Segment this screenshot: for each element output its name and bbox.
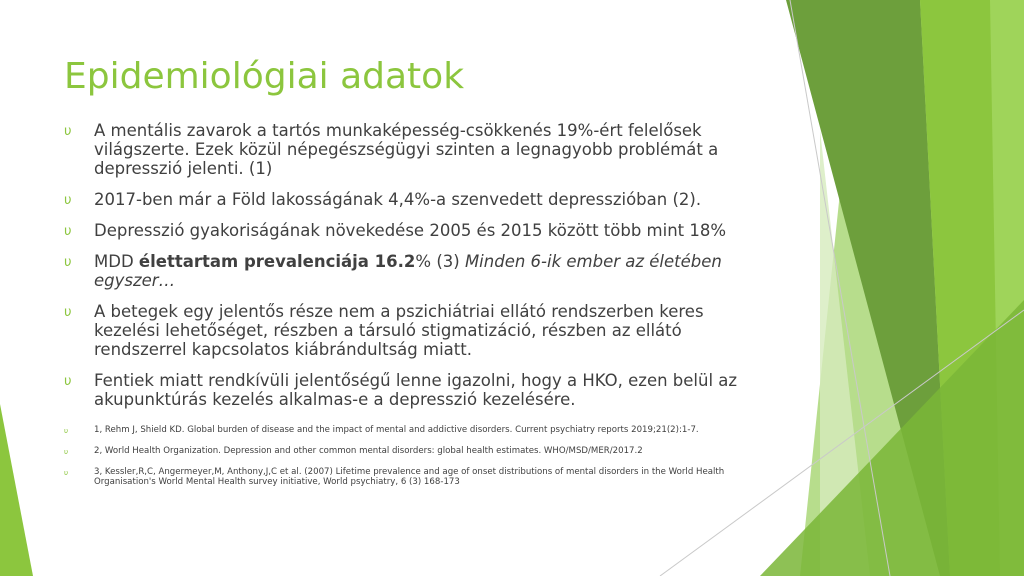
reference-text: 2, World Health Organization. Depression and other common mental disorders: global health estimates. WHO/MSD/MER/2017.2 (94, 446, 643, 456)
bullet-icon: υ (64, 193, 72, 208)
bullet-list (64, 121, 764, 498)
bullet-text: Fentiek miatt rendkívüli jelentőségű lenne igazolni, hogy a HKO, ezen belül az akupunktúrás kezelés alkalmas-e a depresszió kezelésére. (94, 371, 738, 409)
bullet-icon: υ (64, 305, 72, 320)
bullet-text-bold: élettartam prevalenciája 16.2 (138, 252, 416, 271)
bullet-item (64, 190, 764, 209)
bullet-text: A betegek egy jelentős része nem a pszichiátriai ellátó rendszerben keres kezelési lehetőséget, részben a társuló stigmatizáció, részben az ellátó rendszerrel kapcsolatos kiábrándultság miatt. (94, 302, 704, 359)
bullet-text: Depresszió gyakoriságának növekedése 2005 és 2015 között több mint 18% (94, 221, 727, 240)
bullet-icon: υ (64, 469, 69, 477)
reference-text: 3, Kessler,R,C, Angermeyer,M, Anthony,J,C et al. (2007) Lifetime prevalence and age of onset distributions of mental disorders in the World Health Organisation's World Mental Health survey initiative, World psychiatry, 6 (3) 168-173 (94, 467, 725, 487)
bullet-item (64, 221, 764, 240)
slide-title: Epidemiológiai adatok (64, 56, 465, 97)
bullet-icon: υ (64, 374, 72, 389)
bullet-text: 2017-ben már a Föld lakosságának 4,4%-a szenvedett depresszióban (2). (94, 190, 702, 209)
reference-item (64, 425, 764, 435)
bullet-text-middle: % (3) (415, 252, 465, 271)
bullet-item (64, 121, 764, 178)
bullet-icon: υ (64, 255, 72, 270)
reference-item (64, 446, 764, 456)
bullet-text: A mentális zavarok a tartós munkaképesség-csökkenés 19%-ért felelősek világszerte. Ezek közül népegészségügyi szinten a legnagyobb problémát a depresszió jelenti. (1) (94, 121, 719, 178)
bullet-icon: υ (64, 448, 69, 456)
bullet-item (64, 252, 764, 290)
bullet-item (64, 302, 764, 359)
bullet-icon: υ (64, 224, 72, 239)
bullet-icon: υ (64, 427, 69, 435)
bullet-text-italic: Minden 6-ik ember az életében egyszer… (94, 252, 722, 290)
reference-text: 1, Rehm J, Shield KD. Global burden of disease and the impact of mental and addictive disorders. Current psychiatry reports 2019;21(2):1-7. (94, 425, 699, 435)
bullet-text-prefix: MDD (94, 252, 139, 271)
bullet-item (64, 371, 764, 409)
reference-item (64, 467, 764, 487)
bottom-left-green-wedge (0, 404, 33, 576)
bullet-icon: υ (64, 124, 72, 139)
